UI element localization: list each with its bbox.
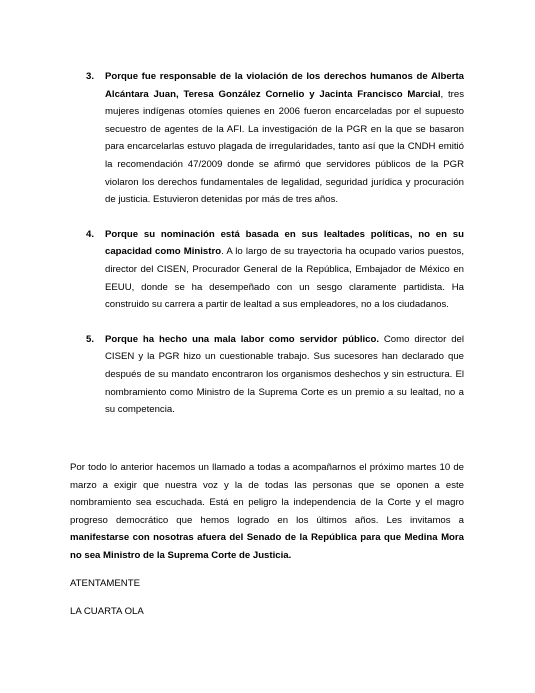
- closing-call-to-action: manifestarse con nosotras afuera del Senado de la República para que Medina Mora no sea Ministro de la Suprema Corte de Justicia.: [70, 532, 464, 561]
- item-body: . A lo largo de su trayectoria ha ocupado varios puestos, director del CISEN, Procurador General de la República, Embajador de México en EEUU, donde se ha desempeñado con un sesgo claramente partidista. Ha construido su carrera a partir de lealtad a sus empleadores, no a los ciudadanos.: [105, 246, 464, 311]
- item-heading: Porque su nominación está basada en sus lealtades políticas, no en su capacidad como Ministro: [105, 228, 464, 258]
- list-item: [86, 331, 464, 419]
- closing-paragraph: [70, 459, 464, 565]
- item-body: , tres mujeres indígenas otomíes quienes en 2006 fueron encarceladas por el supuesto secuestro de agentes de la AFI. La investigación de la PGR en la que se basaron para encarcelarlas estuvo plagada de irregularidades, tanto así que la CNDH emitió la recomendación 47/2009 donde se afirmó que servidores públicos de la PGR violaron los derechos fundamentales de legalidad, seguridad jurídica y procuración de justicia. Estuvieron detenidas por más de tres años.: [105, 88, 464, 206]
- salutation: ATENTAMENTE: [70, 578, 140, 589]
- item-number: 3.: [86, 71, 95, 82]
- item-heading: Porque fue responsable de la violación de los derechos humanos de Alberta Alcántara Juan, Teresa González Cornelio y Jacinta Francisco Marcial: [105, 71, 464, 100]
- list-item: [86, 68, 464, 209]
- organization-name: LA CUARTA OLA: [70, 606, 144, 617]
- list-item: [86, 226, 464, 314]
- item-heading: Porque ha hecho una mala labor como servidor público.: [105, 333, 380, 345]
- numbered-reasons-list: [86, 68, 464, 436]
- item-body: Como director del CISEN y la PGR hizo un cuestionable trabajo. Sus sucesores han declarado que después de su mandato encontraron los organismos deshechos y sin estructura. El nombramiento como Ministro de la Suprema Corte es un premio a su lealtad, no a su competencia.: [105, 333, 464, 416]
- item-number: 4.: [86, 228, 95, 240]
- closing-text: Por todo lo anterior hacemos un llamado a todas a acompañarnos el próximo martes 10 de marzo a exigir que nuestra voz y la de todas las personas que se oponen a este nombramiento sea escuchada. Está en peligro la independencia de la Corte y el magro progreso democrático que hemos logrado en los últimos años. Les invitamos a: [70, 462, 464, 526]
- item-number: 5.: [86, 333, 95, 345]
